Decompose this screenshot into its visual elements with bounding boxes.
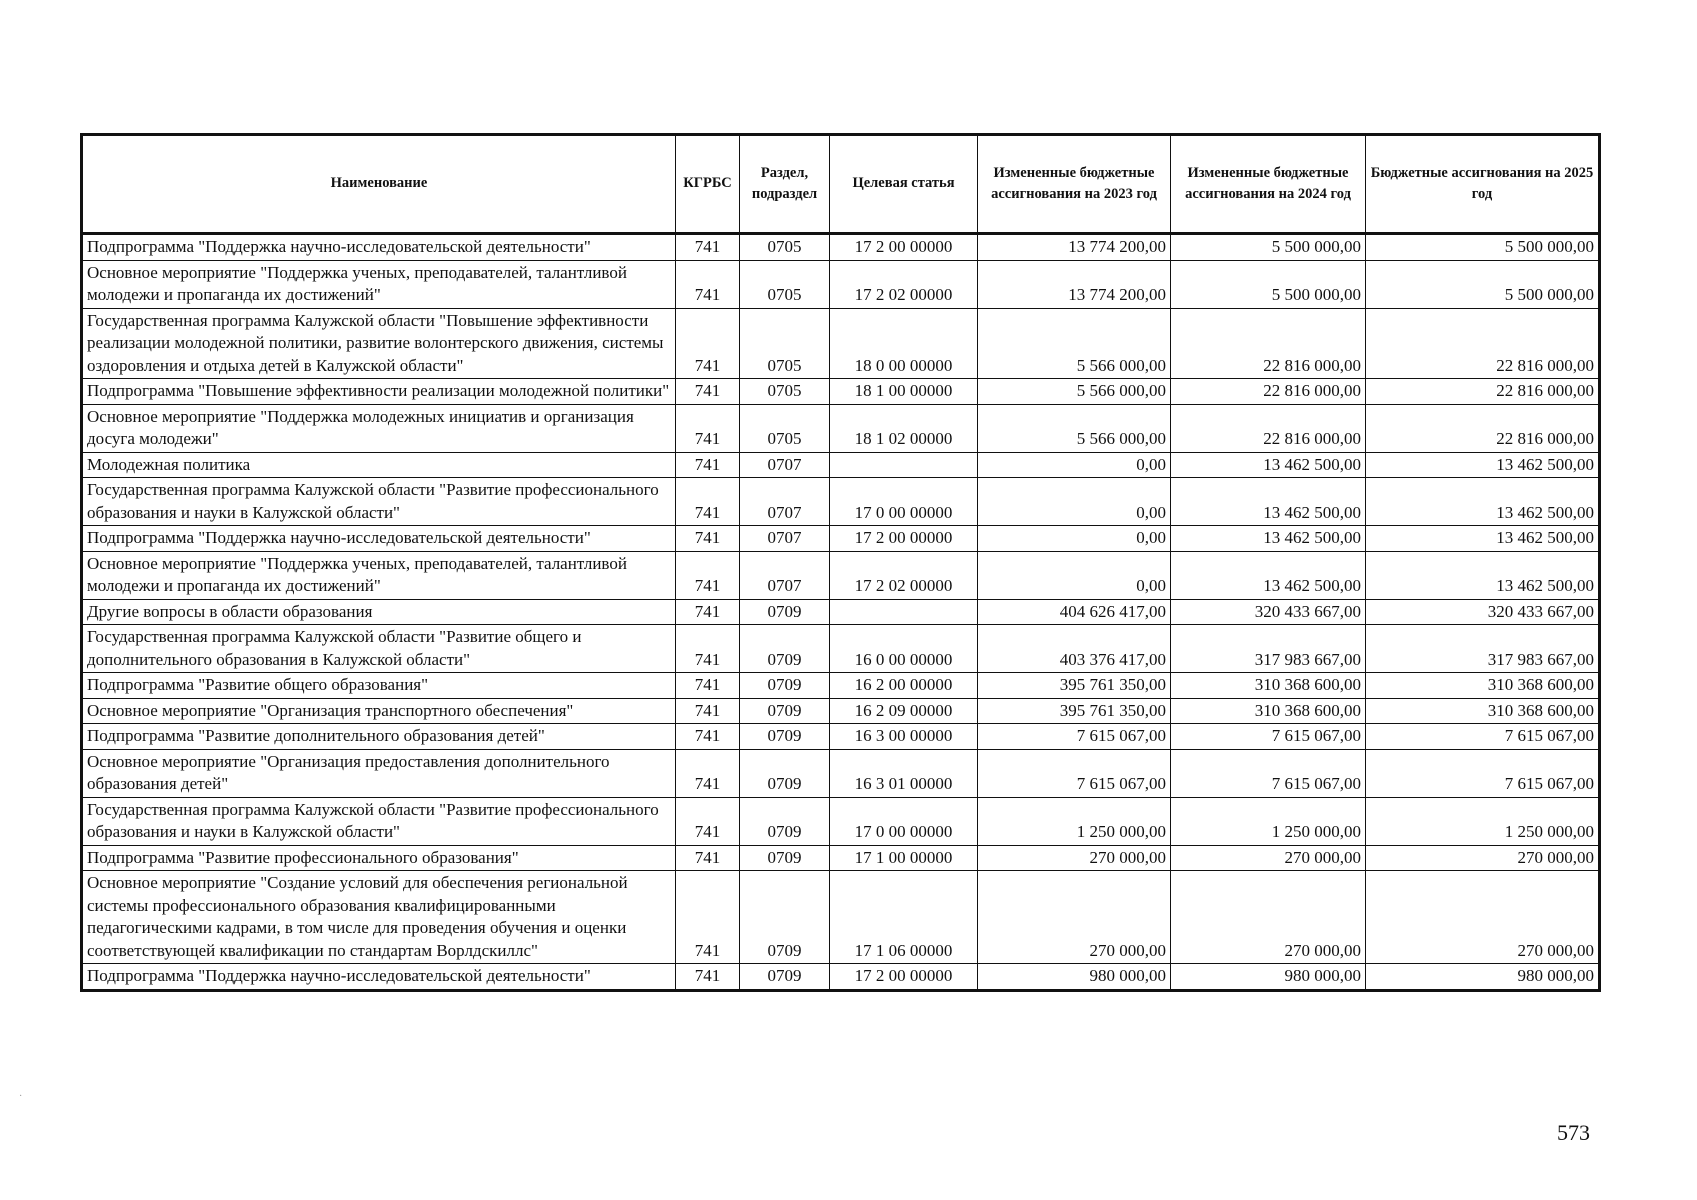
- cell-amount-2025: 317 983 667,00: [1366, 625, 1600, 673]
- cell-amount-2025: 13 462 500,00: [1366, 551, 1600, 599]
- cell-amount-2025: 1 250 000,00: [1366, 797, 1600, 845]
- cell-amount-2024: 317 983 667,00: [1171, 625, 1366, 673]
- cell-section: 0707: [740, 452, 830, 478]
- cell-amount-2023: 395 761 350,00: [978, 698, 1171, 724]
- table-row: [82, 845, 1600, 871]
- header-kgrbs: КГРБС: [676, 135, 740, 234]
- table-row: [82, 478, 1600, 526]
- cell-amount-2025: 310 368 600,00: [1366, 698, 1600, 724]
- cell-amount-2024: 980 000,00: [1171, 964, 1366, 991]
- cell-amount-2023: 7 615 067,00: [978, 749, 1171, 797]
- header-2024: Измененные бюджетные ассигнования на 2024 год: [1171, 135, 1366, 234]
- cell-amount-2023: 1 250 000,00: [978, 797, 1171, 845]
- cell-amount-2025: 22 816 000,00: [1366, 404, 1600, 452]
- cell-amount-2023: 13 774 200,00: [978, 234, 1171, 261]
- cell-amount-2023: 5 566 000,00: [978, 404, 1171, 452]
- cell-target: 16 3 01 00000: [830, 749, 978, 797]
- header-section: Раздел, подраздел: [740, 135, 830, 234]
- table-body: [82, 234, 1600, 991]
- cell-kgrbs: 741: [676, 673, 740, 699]
- cell-name: Подпрограмма "Повышение эффективности реализации молодежной политики": [82, 379, 676, 405]
- cell-section: 0705: [740, 308, 830, 379]
- table-row: [82, 964, 1600, 991]
- cell-amount-2024: 13 462 500,00: [1171, 526, 1366, 552]
- cell-amount-2024: 13 462 500,00: [1171, 478, 1366, 526]
- cell-name: Основное мероприятие "Поддержка ученых, преподавателей, талантливой молодежи и пропаганда их достижений": [82, 551, 676, 599]
- cell-amount-2024: 7 615 067,00: [1171, 724, 1366, 750]
- budget-table: [80, 133, 1601, 992]
- cell-name: Основное мероприятие "Организация транспортного обеспечения": [82, 698, 676, 724]
- cell-section: 0709: [740, 797, 830, 845]
- cell-amount-2025: 13 462 500,00: [1366, 452, 1600, 478]
- cell-section: 0709: [740, 599, 830, 625]
- cell-name: Государственная программа Калужской области "Развитие профессионального образования и науки в Калужской области": [82, 478, 676, 526]
- cell-target: 18 0 00 00000: [830, 308, 978, 379]
- cell-kgrbs: 741: [676, 526, 740, 552]
- cell-amount-2023: 13 774 200,00: [978, 260, 1171, 308]
- cell-target: 18 1 00 00000: [830, 379, 978, 405]
- cell-amount-2025: 270 000,00: [1366, 845, 1600, 871]
- cell-name: Подпрограмма "Развитие профессионального образования": [82, 845, 676, 871]
- cell-section: 0705: [740, 260, 830, 308]
- cell-kgrbs: 741: [676, 964, 740, 991]
- table-header-row: [82, 135, 1600, 234]
- cell-amount-2023: 5 566 000,00: [978, 379, 1171, 405]
- cell-kgrbs: 741: [676, 871, 740, 964]
- cell-target: 16 2 09 00000: [830, 698, 978, 724]
- cell-kgrbs: 741: [676, 599, 740, 625]
- table-row: [82, 551, 1600, 599]
- header-2025: Бюджетные ассигнования на 2025 год: [1366, 135, 1600, 234]
- cell-kgrbs: 741: [676, 260, 740, 308]
- cell-amount-2025: 13 462 500,00: [1366, 526, 1600, 552]
- cell-kgrbs: 741: [676, 452, 740, 478]
- header-target: Целевая статья: [830, 135, 978, 234]
- cell-amount-2023: 0,00: [978, 478, 1171, 526]
- cell-name: Основное мероприятие "Поддержка молодежных инициатив и организация досуга молодежи": [82, 404, 676, 452]
- cell-name: Государственная программа Калужской области "Развитие общего и дополнительного образования в Калужской области": [82, 625, 676, 673]
- cell-name: Другие вопросы в области образования: [82, 599, 676, 625]
- table-row: [82, 526, 1600, 552]
- table-row: [82, 308, 1600, 379]
- table-row: [82, 797, 1600, 845]
- cell-section: 0707: [740, 478, 830, 526]
- cell-amount-2025: 7 615 067,00: [1366, 724, 1600, 750]
- table-row: [82, 234, 1600, 261]
- cell-amount-2024: 22 816 000,00: [1171, 308, 1366, 379]
- cell-name: Основное мероприятие "Создание условий для обеспечения региональной системы профессионального образования квалифицированными педагогическими кадрами, в том числе для проведения обучения и оценки соответствующей квалификации по стандартам Ворлдскиллс": [82, 871, 676, 964]
- cell-section: 0707: [740, 526, 830, 552]
- cell-amount-2023: 0,00: [978, 452, 1171, 478]
- cell-name: Подпрограмма "Развитие дополнительного образования детей": [82, 724, 676, 750]
- cell-name: Подпрограмма "Поддержка научно-исследовательской деятельности": [82, 234, 676, 261]
- cell-target: 17 0 00 00000: [830, 797, 978, 845]
- cell-target: 17 1 06 00000: [830, 871, 978, 964]
- cell-name: Подпрограмма "Поддержка научно-исследовательской деятельности": [82, 526, 676, 552]
- page-number: 573: [1557, 1120, 1590, 1145]
- cell-target: [830, 452, 978, 478]
- cell-target: [830, 599, 978, 625]
- cell-amount-2024: 310 368 600,00: [1171, 698, 1366, 724]
- cell-amount-2024: 5 500 000,00: [1171, 234, 1366, 261]
- cell-section: 0709: [740, 724, 830, 750]
- cell-amount-2023: 7 615 067,00: [978, 724, 1171, 750]
- cell-kgrbs: 741: [676, 749, 740, 797]
- cell-target: 17 2 00 00000: [830, 234, 978, 261]
- cell-amount-2023: 404 626 417,00: [978, 599, 1171, 625]
- cell-kgrbs: 741: [676, 308, 740, 379]
- cell-section: 0705: [740, 379, 830, 405]
- cell-amount-2024: 1 250 000,00: [1171, 797, 1366, 845]
- cell-target: 17 1 00 00000: [830, 845, 978, 871]
- cell-amount-2025: 7 615 067,00: [1366, 749, 1600, 797]
- cell-amount-2024: 270 000,00: [1171, 871, 1366, 964]
- cell-section: 0705: [740, 234, 830, 261]
- cell-section: 0709: [740, 749, 830, 797]
- cell-amount-2024: 13 462 500,00: [1171, 452, 1366, 478]
- header-2023: Измененные бюджетные ассигнования на 2023 год: [978, 135, 1171, 234]
- cell-amount-2025: 5 500 000,00: [1366, 234, 1600, 261]
- cell-amount-2023: 0,00: [978, 551, 1171, 599]
- cell-amount-2024: 320 433 667,00: [1171, 599, 1366, 625]
- header-name: Наименование: [82, 135, 676, 234]
- cell-amount-2023: 5 566 000,00: [978, 308, 1171, 379]
- cell-name: Молодежная политика: [82, 452, 676, 478]
- cell-name: Основное мероприятие "Поддержка ученых, преподавателей, талантливой молодежи и пропаганда их достижений": [82, 260, 676, 308]
- cell-kgrbs: 741: [676, 234, 740, 261]
- table-row: [82, 698, 1600, 724]
- cell-kgrbs: 741: [676, 625, 740, 673]
- cell-kgrbs: 741: [676, 478, 740, 526]
- cell-target: 16 0 00 00000: [830, 625, 978, 673]
- cell-kgrbs: 741: [676, 698, 740, 724]
- cell-amount-2025: 270 000,00: [1366, 871, 1600, 964]
- cell-amount-2023: 395 761 350,00: [978, 673, 1171, 699]
- cell-section: 0709: [740, 698, 830, 724]
- cell-target: 17 2 00 00000: [830, 964, 978, 991]
- cell-amount-2025: 310 368 600,00: [1366, 673, 1600, 699]
- cell-amount-2023: 0,00: [978, 526, 1171, 552]
- table-row: [82, 673, 1600, 699]
- cell-section: 0709: [740, 871, 830, 964]
- cell-amount-2024: 270 000,00: [1171, 845, 1366, 871]
- cell-amount-2025: 5 500 000,00: [1366, 260, 1600, 308]
- cell-target: 17 2 02 00000: [830, 260, 978, 308]
- cell-kgrbs: 741: [676, 845, 740, 871]
- cell-kgrbs: 741: [676, 724, 740, 750]
- cell-section: 0709: [740, 964, 830, 991]
- cell-target: 18 1 02 00000: [830, 404, 978, 452]
- cell-kgrbs: 741: [676, 379, 740, 405]
- cell-name: Государственная программа Калужской области "Повышение эффективности реализации молодежной политики, развитие волонтерского движения, системы оздоровления и отдыха детей в Калужской области": [82, 308, 676, 379]
- scan-artifact: ·: [19, 1091, 23, 1102]
- cell-amount-2025: 320 433 667,00: [1366, 599, 1600, 625]
- cell-section: 0707: [740, 551, 830, 599]
- table-row: [82, 599, 1600, 625]
- cell-section: 0709: [740, 673, 830, 699]
- cell-target: 17 0 00 00000: [830, 478, 978, 526]
- table-row: [82, 749, 1600, 797]
- cell-section: 0709: [740, 625, 830, 673]
- cell-section: 0709: [740, 845, 830, 871]
- cell-amount-2024: 22 816 000,00: [1171, 379, 1366, 405]
- cell-amount-2025: 22 816 000,00: [1366, 379, 1600, 405]
- cell-target: 16 2 00 00000: [830, 673, 978, 699]
- cell-amount-2023: 980 000,00: [978, 964, 1171, 991]
- table-row: [82, 724, 1600, 750]
- budget-table-container: [80, 133, 1598, 992]
- cell-amount-2024: 7 615 067,00: [1171, 749, 1366, 797]
- table-row: [82, 379, 1600, 405]
- cell-name: Подпрограмма "Развитие общего образования": [82, 673, 676, 699]
- cell-amount-2025: 22 816 000,00: [1366, 308, 1600, 379]
- cell-target: 17 2 00 00000: [830, 526, 978, 552]
- cell-amount-2025: 13 462 500,00: [1366, 478, 1600, 526]
- cell-target: 17 2 02 00000: [830, 551, 978, 599]
- table-row: [82, 404, 1600, 452]
- table-row: [82, 260, 1600, 308]
- cell-name: Государственная программа Калужской области "Развитие профессионального образования и науки в Калужской области": [82, 797, 676, 845]
- cell-amount-2023: 270 000,00: [978, 845, 1171, 871]
- cell-amount-2023: 403 376 417,00: [978, 625, 1171, 673]
- cell-amount-2025: 980 000,00: [1366, 964, 1600, 991]
- cell-kgrbs: 741: [676, 551, 740, 599]
- cell-name: Основное мероприятие "Организация предоставления дополнительного образования детей": [82, 749, 676, 797]
- cell-kgrbs: 741: [676, 797, 740, 845]
- table-row: [82, 625, 1600, 673]
- table-row: [82, 871, 1600, 964]
- cell-kgrbs: 741: [676, 404, 740, 452]
- cell-target: 16 3 00 00000: [830, 724, 978, 750]
- cell-section: 0705: [740, 404, 830, 452]
- cell-amount-2024: 5 500 000,00: [1171, 260, 1366, 308]
- cell-amount-2023: 270 000,00: [978, 871, 1171, 964]
- cell-amount-2024: 22 816 000,00: [1171, 404, 1366, 452]
- cell-amount-2024: 13 462 500,00: [1171, 551, 1366, 599]
- table-row: [82, 452, 1600, 478]
- cell-name: Подпрограмма "Поддержка научно-исследовательской деятельности": [82, 964, 676, 991]
- cell-amount-2024: 310 368 600,00: [1171, 673, 1366, 699]
